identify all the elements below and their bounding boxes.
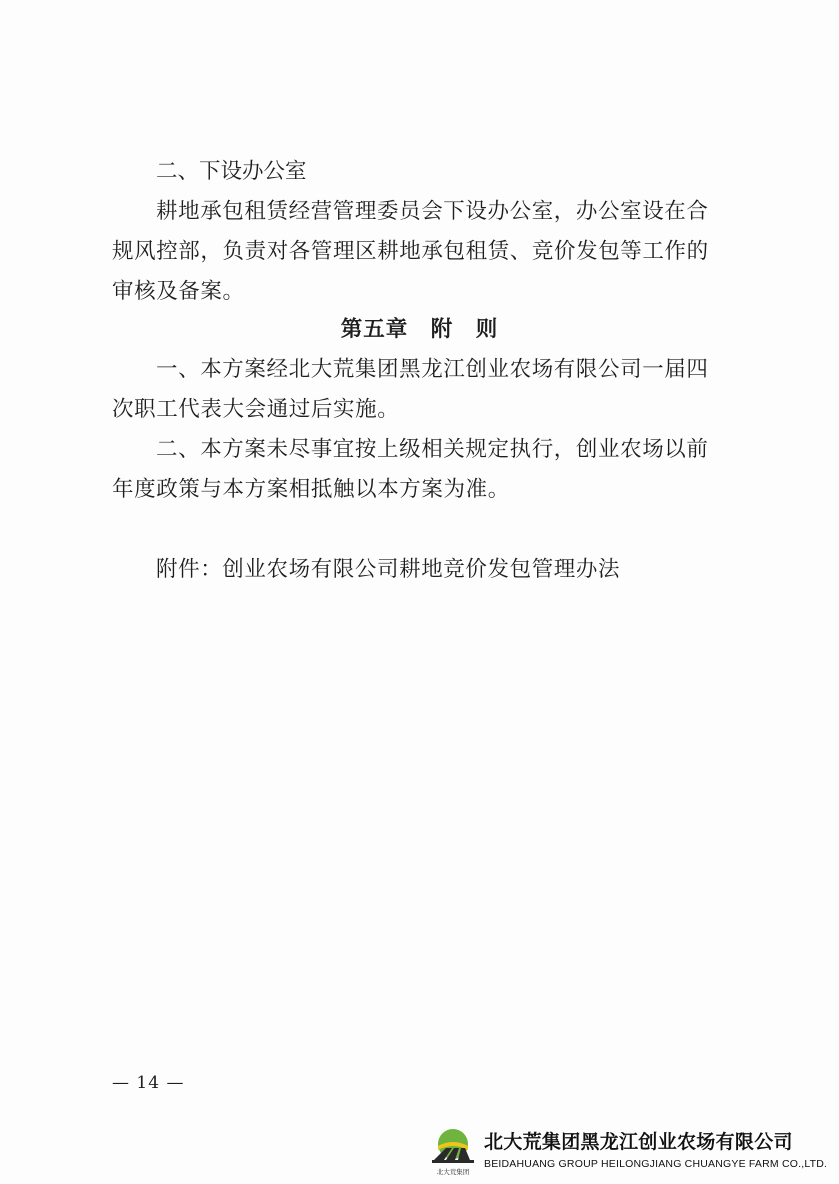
chapter-title: 第五章 附 则 (340, 317, 499, 342)
company-footer (428, 1124, 834, 1180)
attachment-line: 附件：创业农场有限公司耕地竞价发包管理办法 (156, 557, 621, 582)
beidahuang-logo-icon (428, 1124, 478, 1180)
chapter-body (112, 350, 730, 510)
section-heading: 二、下设办公室 (156, 159, 307, 184)
company-name-en: BEIDAHUANG GROUP HEILONGJIANG CHUANGYE FARM CO.,LTD. (484, 1158, 828, 1170)
page-number: — 14 — (112, 1073, 185, 1093)
chapter-item-1: 一、本方案经北大荒集团黑龙江创业农场有限公司一届四次职工代表大会通过后实施。 (112, 357, 709, 422)
section-paragraph: 耕地承包租赁经营管理委员会下设办公室，办公室设在合规风控部，负责对各管理区耕地承包租赁、竞价发包等工作的审核及备案。 (112, 199, 709, 304)
logo-caption: 北大荒集团 (436, 1168, 470, 1176)
chapter-item-2: 二、本方案未尽事宜按上级相关规定执行，创业农场以前年度政策与本方案相抵触以本方案为准。 (112, 437, 709, 502)
section-body (112, 192, 730, 312)
company-name-cn: 北大荒集团黑龙江创业农场有限公司 (484, 1131, 793, 1153)
